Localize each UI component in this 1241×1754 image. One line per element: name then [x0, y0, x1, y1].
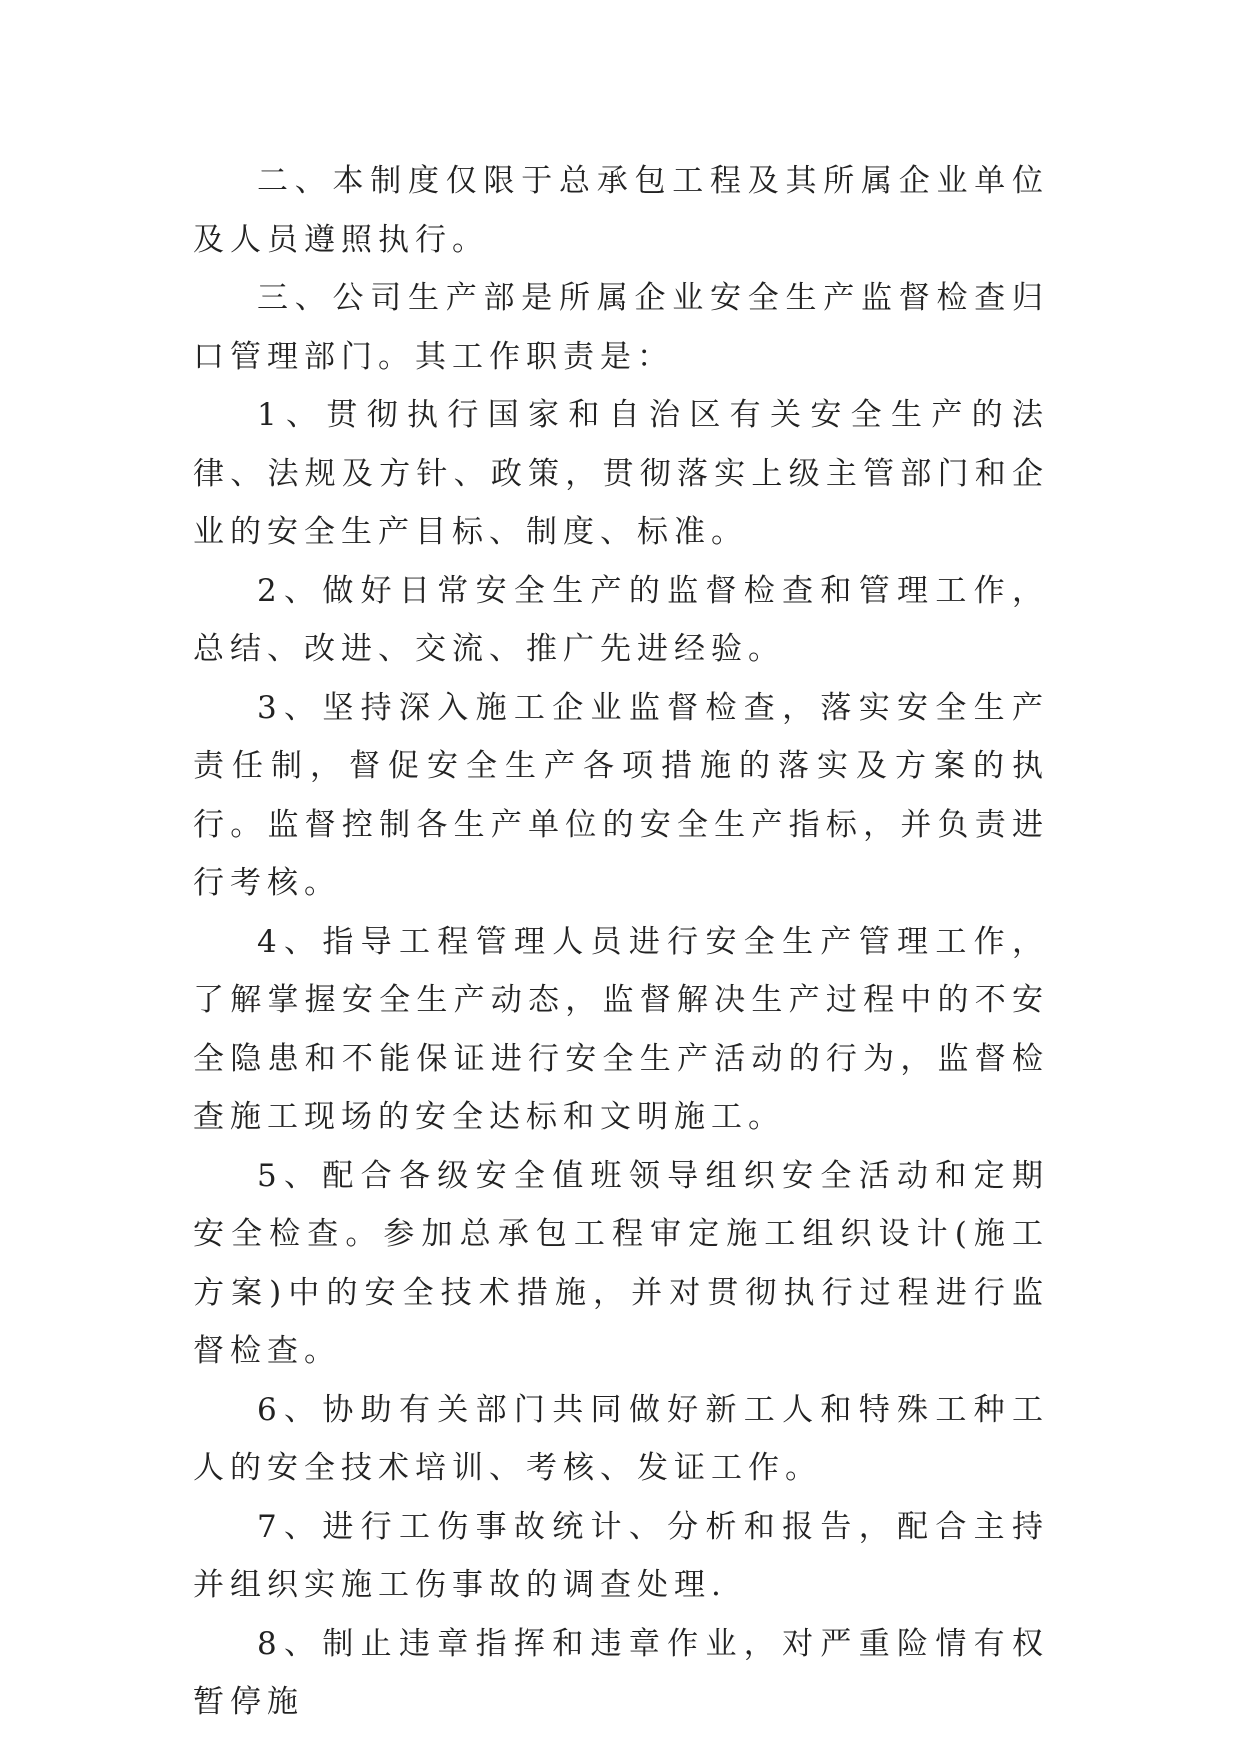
paragraph-duty-3: 3、坚持深入施工企业监督检查，落实安全生产责任制，督促安全生产各项措施的落实及方案的执行。监督控制各生产单位的安全生产指标，并负责进行考核。	[193, 689, 1049, 901]
paragraph-production-dept: 三、公司生产部是所属企业安全生产监督检查归口管理部门。其工作职责是：	[193, 280, 1049, 375]
paragraph-duty-1: 1、贯彻执行国家和自治区有关安全生产的法律、法规及方针、政策，贯彻落实上级主管部门和企业的安全生产目标、制度、标准。	[193, 397, 1049, 550]
paragraph-duty-7: 7、进行工伤事故统计、分析和报告，配合主持并组织实施工伤事故的调查处理.	[193, 1508, 1049, 1603]
paragraph-scope: 二、本制度仅限于总承包工程及其所属企业单位及人员遵照执行。	[193, 163, 1049, 258]
paragraph-duty-6: 6、协助有关部门共同做好新工人和特殊工种工人的安全技术培训、考核、发证工作。	[193, 1391, 1049, 1486]
paragraph-duty-4: 4、指导工程管理人员进行安全生产管理工作，了解掌握安全生产动态，监督解决生产过程中的不安全隐患和不能保证进行安全生产活动的行为，监督检查施工现场的安全达标和文明施工。	[193, 923, 1049, 1135]
paragraph-duty-8: 8、制止违章指挥和违章作业，对严重险情有权暂停施	[193, 1625, 1049, 1720]
paragraph-duty-2: 2、做好日常安全生产的监督检查和管理工作，总结、改进、交流、推广先进经验。	[193, 572, 1049, 667]
document-body	[193, 152, 1049, 1732]
paragraph-duty-5: 5、配合各级安全值班领导组织安全活动和定期安全检查。参加总承包工程审定施工组织设计(施工方案)中的安全技术措施，并对贯彻执行过程进行监督检查。	[193, 1157, 1049, 1369]
